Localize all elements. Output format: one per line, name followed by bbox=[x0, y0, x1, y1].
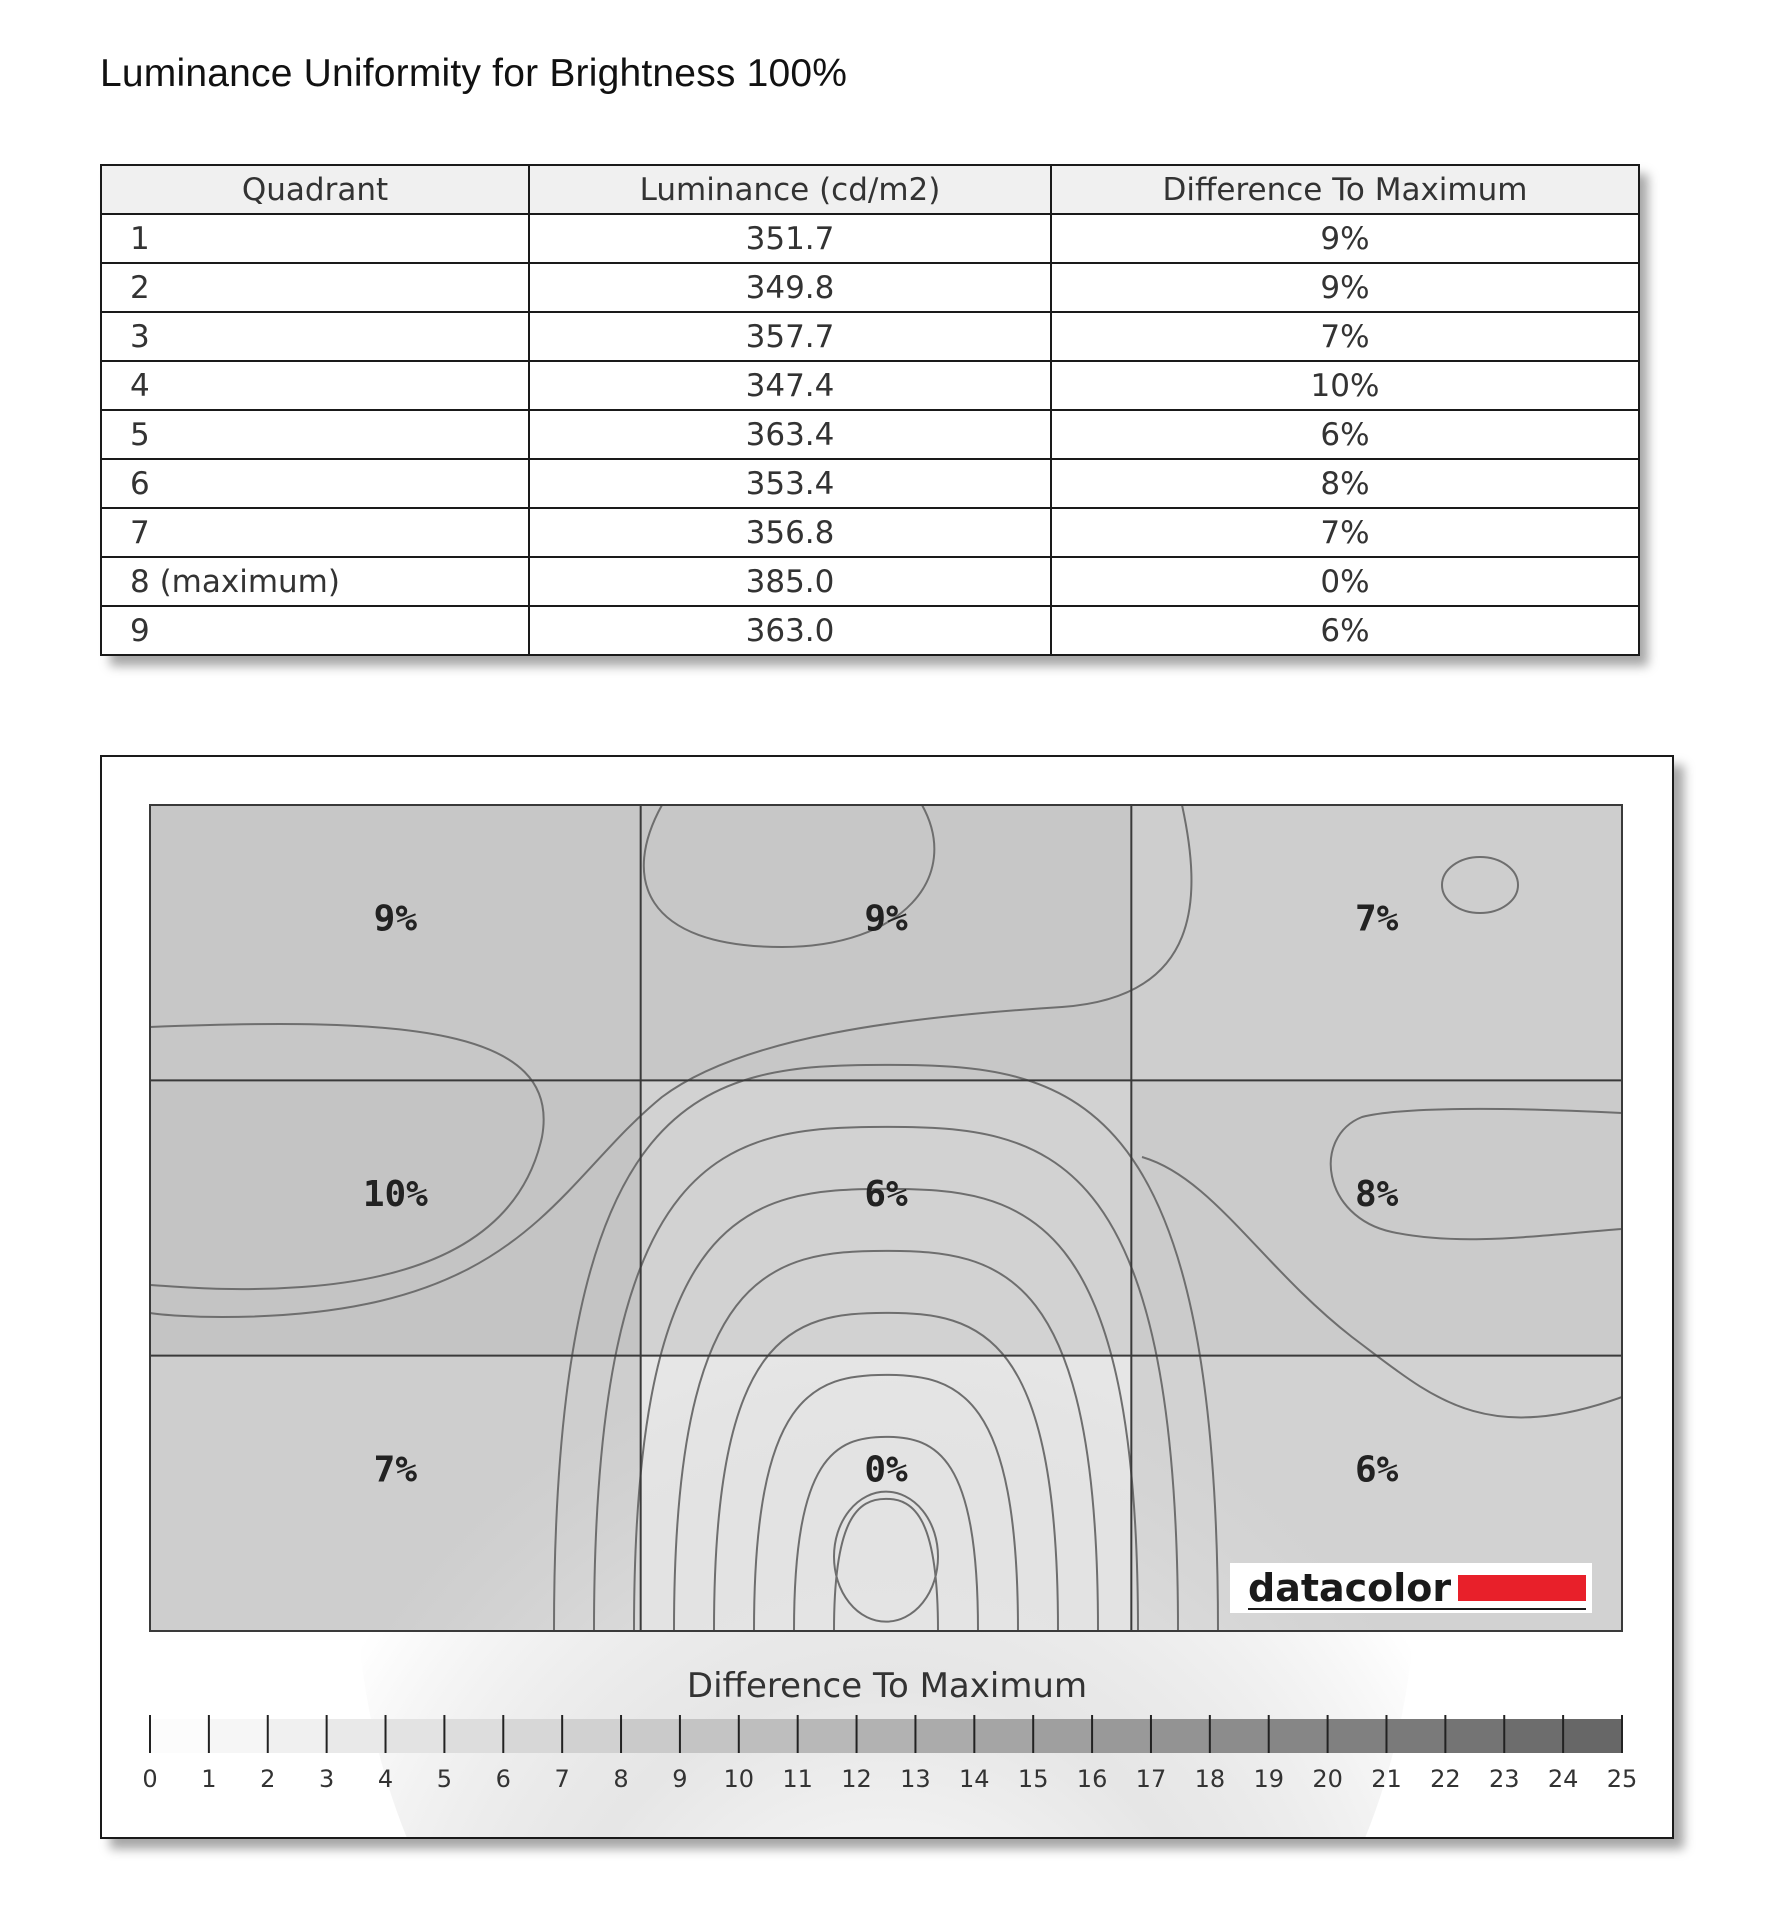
table-row bbox=[101, 410, 1639, 459]
header-quadrant: Quadrant bbox=[101, 165, 529, 214]
colorbar-segment bbox=[150, 1719, 209, 1753]
heatmap-cell bbox=[1131, 805, 1622, 1080]
colorbar-tick-label: 22 bbox=[1430, 1765, 1461, 1793]
colorbar-segment bbox=[1151, 1719, 1210, 1753]
colorbar-tick-label: 18 bbox=[1194, 1765, 1226, 1793]
luminance-table bbox=[100, 164, 1640, 656]
cell-quadrant: 7 bbox=[101, 508, 529, 557]
table-header-row bbox=[101, 165, 1639, 214]
cell-value-label: 8% bbox=[1354, 1173, 1399, 1215]
colorbar-tick-label: 4 bbox=[377, 1765, 394, 1793]
heatmap-cell bbox=[150, 805, 641, 1080]
luminance-table-container bbox=[100, 164, 1638, 656]
colorbar-tick-label: 0 bbox=[142, 1765, 158, 1793]
colorbar-tick-label: 16 bbox=[1076, 1765, 1108, 1793]
cell-luminance: 347.4 bbox=[529, 361, 1051, 410]
cell-quadrant: 3 bbox=[101, 312, 529, 361]
cell-difference: 9% bbox=[1051, 263, 1639, 312]
colorbar-segment bbox=[444, 1719, 503, 1753]
uniformity-chart-panel bbox=[100, 755, 1674, 1839]
cell-difference: 0% bbox=[1051, 557, 1639, 606]
cell-value-label: 9% bbox=[373, 898, 418, 940]
colorbar-tick-label: 19 bbox=[1253, 1765, 1284, 1793]
colorbar-tick-label: 14 bbox=[959, 1765, 990, 1793]
colorbar-segment bbox=[1328, 1719, 1387, 1753]
cell-quadrant: 1 bbox=[101, 214, 529, 263]
cell-difference: 9% bbox=[1051, 214, 1639, 263]
cell-luminance: 385.0 bbox=[529, 557, 1051, 606]
colorbar-segment bbox=[1033, 1719, 1092, 1753]
cell-difference: 7% bbox=[1051, 312, 1639, 361]
colorbar-segment bbox=[1504, 1719, 1563, 1753]
cell-difference: 7% bbox=[1051, 508, 1639, 557]
table-row bbox=[101, 214, 1639, 263]
cell-quadrant: 5 bbox=[101, 410, 529, 459]
table-row bbox=[101, 557, 1639, 606]
colorbar-tick-label: 3 bbox=[318, 1765, 335, 1793]
colorbar-tick-label: 5 bbox=[436, 1765, 453, 1793]
cell-difference: 6% bbox=[1051, 606, 1639, 655]
colorbar-tick-label: 6 bbox=[495, 1765, 511, 1793]
cell-luminance: 363.4 bbox=[529, 410, 1051, 459]
colorbar-segment bbox=[974, 1719, 1033, 1753]
colorbar-segment bbox=[798, 1719, 857, 1753]
uniformity-chart bbox=[102, 757, 1672, 1837]
cell-luminance: 353.4 bbox=[529, 459, 1051, 508]
colorbar-segment bbox=[1563, 1719, 1622, 1753]
table-row bbox=[101, 263, 1639, 312]
cell-luminance: 349.8 bbox=[529, 263, 1051, 312]
colorbar-tick-label: 10 bbox=[723, 1765, 755, 1793]
cell-value-label: 9% bbox=[864, 898, 908, 940]
cell-difference: 6% bbox=[1051, 410, 1639, 459]
table-row bbox=[101, 459, 1639, 508]
colorbar-segment bbox=[857, 1719, 916, 1753]
colorbar-segment bbox=[1386, 1719, 1445, 1753]
header-luminance: Luminance (cd/m2) bbox=[529, 165, 1051, 214]
cell-quadrant: 6 bbox=[101, 459, 529, 508]
cell-luminance: 363.0 bbox=[529, 606, 1051, 655]
colorbar-tick-label: 20 bbox=[1312, 1765, 1343, 1793]
colorbar-tick-label: 11 bbox=[782, 1765, 813, 1793]
cell-luminance: 356.8 bbox=[529, 508, 1051, 557]
colorbar-tick-label: 15 bbox=[1017, 1765, 1049, 1793]
colorbar-segment bbox=[386, 1719, 445, 1753]
colorbar-tick-label: 12 bbox=[841, 1765, 872, 1793]
cell-quadrant: 9 bbox=[101, 606, 529, 655]
cell-value-label: 0% bbox=[864, 1449, 908, 1491]
colorbar-segment bbox=[1445, 1719, 1504, 1753]
colorbar-segment bbox=[915, 1719, 974, 1753]
colorbar-segment bbox=[1269, 1719, 1328, 1753]
colorbar-segment bbox=[209, 1719, 268, 1753]
table-row bbox=[101, 606, 1639, 655]
colorbar-segment bbox=[327, 1719, 386, 1753]
colorbar-tick-label: 9 bbox=[672, 1765, 688, 1793]
colorbar-segment bbox=[1210, 1719, 1269, 1753]
colorbar-segment bbox=[503, 1719, 562, 1753]
cell-quadrant: 8 (maximum) bbox=[101, 557, 529, 606]
colorbar-segment bbox=[562, 1719, 621, 1753]
cell-difference: 8% bbox=[1051, 459, 1639, 508]
colorbar-segment bbox=[268, 1719, 327, 1753]
colorbar-tick-label: 7 bbox=[554, 1765, 570, 1793]
colorbar-tick-label: 1 bbox=[201, 1765, 217, 1793]
page-title: Luminance Uniformity for Brightness 100% bbox=[100, 52, 848, 95]
colorbar-segment bbox=[680, 1719, 739, 1753]
colorbar-segment bbox=[1092, 1719, 1151, 1753]
colorbar-tick-label: 24 bbox=[1547, 1765, 1579, 1793]
cell-difference: 10% bbox=[1051, 361, 1639, 410]
colorbar-tick-label: 17 bbox=[1135, 1765, 1167, 1793]
cell-quadrant: 2 bbox=[101, 263, 529, 312]
colorbar-tick-label: 8 bbox=[613, 1765, 629, 1793]
colorbar-segment bbox=[739, 1719, 798, 1753]
cell-luminance: 351.7 bbox=[529, 214, 1051, 263]
cell-value-label: 6% bbox=[1354, 1449, 1399, 1491]
datacolor-logo-bar bbox=[1458, 1575, 1586, 1601]
datacolor-logo-text: datacolor bbox=[1248, 1566, 1452, 1610]
colorbar-tick-label: 2 bbox=[260, 1765, 276, 1793]
table-row bbox=[101, 312, 1639, 361]
colorbar-tick-label: 23 bbox=[1488, 1765, 1520, 1793]
header-difference: Difference To Maximum bbox=[1051, 165, 1639, 214]
cell-value-label: 7% bbox=[1354, 898, 1399, 940]
cell-quadrant: 4 bbox=[101, 361, 529, 410]
cell-value-label: 6% bbox=[864, 1173, 908, 1215]
table-row bbox=[101, 361, 1639, 410]
colorbar-tick-label: 21 bbox=[1371, 1765, 1402, 1793]
colorbar-tick-label: 25 bbox=[1606, 1765, 1638, 1793]
cell-value-label: 10% bbox=[362, 1173, 428, 1215]
cell-value-label: 7% bbox=[373, 1449, 418, 1491]
cell-luminance: 357.7 bbox=[529, 312, 1051, 361]
colorbar-segment bbox=[621, 1719, 680, 1753]
table-row bbox=[101, 508, 1639, 557]
colorbar-label: Difference To Maximum bbox=[686, 1666, 1088, 1706]
colorbar-tick-label: 13 bbox=[900, 1765, 931, 1793]
